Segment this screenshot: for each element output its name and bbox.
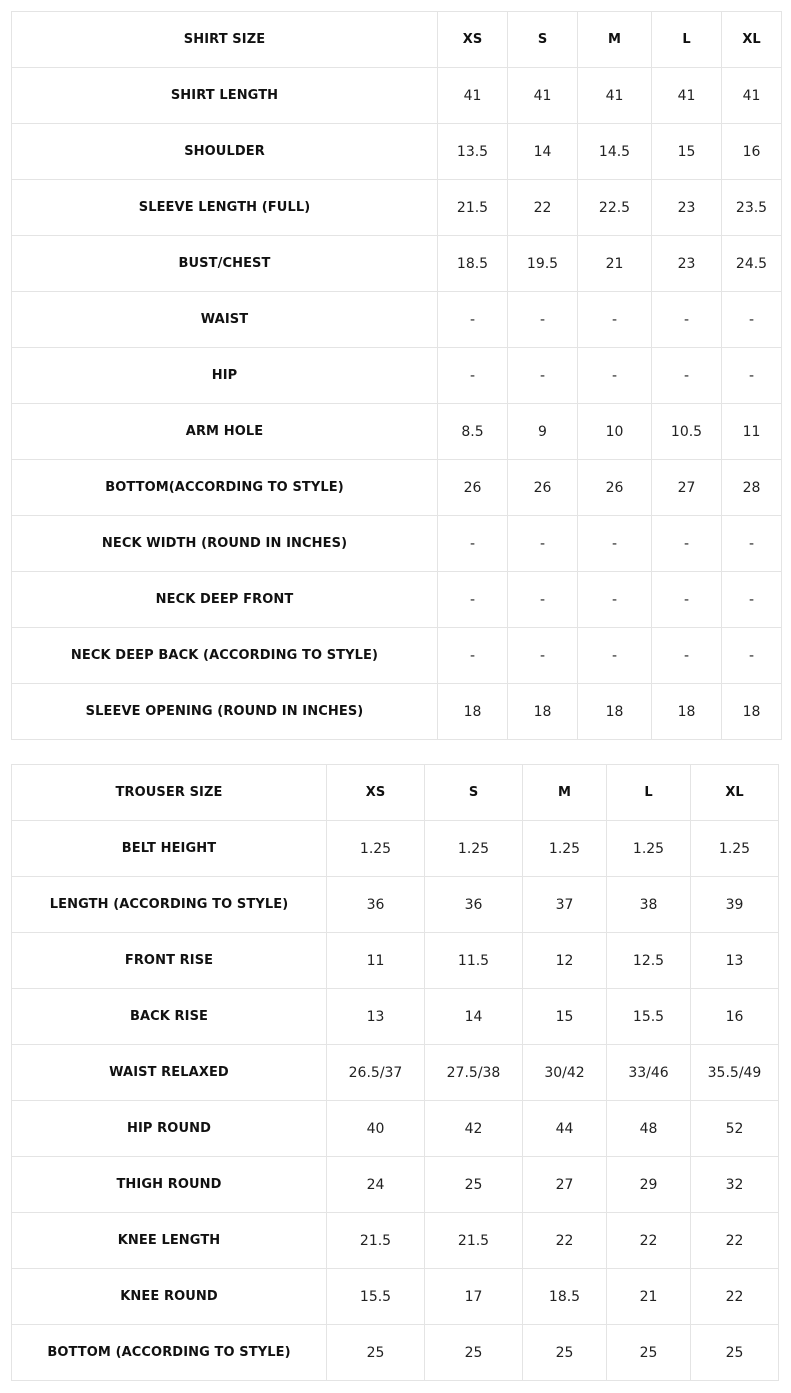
shirt-measurement-value: 18 [578,684,652,740]
trouser-measurement-value: 1.25 [425,821,523,877]
trouser-measurement-label: WAIST RELAXED [12,1045,327,1101]
trouser-table-body [12,765,779,1381]
trouser-measurement-value: 11 [327,933,425,989]
shirt-measurement-value: 26 [578,460,652,516]
trouser-measurement-value: 25 [607,1325,691,1381]
shirt-measurement-label: HIP [12,348,438,404]
shirt-measurement-value: 10.5 [652,404,722,460]
shirt-measurement-value: - [722,516,782,572]
shirt-measurement-value: - [652,628,722,684]
trouser-table-row [12,989,779,1045]
shirt-size-table [11,11,782,740]
trouser-measurement-value: 14 [425,989,523,1045]
shirt-measurement-value: 23.5 [722,180,782,236]
shirt-measurement-value: 18 [508,684,578,740]
trouser-measurement-value: 1.25 [607,821,691,877]
shirt-measurement-value: - [438,348,508,404]
trouser-measurement-value: 36 [327,877,425,933]
shirt-table-row [12,236,782,292]
shirt-measurement-value: 23 [652,236,722,292]
shirt-measurement-label: SHOULDER [12,124,438,180]
shirt-table-row [12,572,782,628]
shirt-measurement-label: BUST/CHEST [12,236,438,292]
trouser-measurement-value: 21.5 [425,1213,523,1269]
trouser-measurement-value: 22 [691,1213,779,1269]
shirt-measurement-value: 23 [652,180,722,236]
trouser-measurement-value: 44 [523,1101,607,1157]
shirt-measurement-label: SLEEVE LENGTH (FULL) [12,180,438,236]
trouser-size-column-header: S [425,765,523,821]
shirt-size-column-header: S [508,12,578,68]
trouser-measurement-label: BOTTOM (ACCORDING TO STYLE) [12,1325,327,1381]
shirt-header-row [12,12,782,68]
shirt-measurement-value: - [652,292,722,348]
shirt-measurement-label: NECK DEEP FRONT [12,572,438,628]
trouser-measurement-value: 36 [425,877,523,933]
trouser-size-heading: TROUSER SIZE [12,765,327,821]
trouser-measurement-value: 1.25 [523,821,607,877]
shirt-measurement-value: - [438,292,508,348]
trouser-measurement-value: 1.25 [691,821,779,877]
trouser-measurement-value: 18.5 [523,1269,607,1325]
shirt-measurement-value: 8.5 [438,404,508,460]
trouser-measurement-value: 21 [607,1269,691,1325]
trouser-measurement-value: 13 [327,989,425,1045]
trouser-measurement-value: 1.25 [327,821,425,877]
shirt-size-column-header: XS [438,12,508,68]
shirt-measurement-value: - [438,572,508,628]
shirt-measurement-value: 18 [722,684,782,740]
shirt-measurement-value: - [508,292,578,348]
trouser-size-column-header: L [607,765,691,821]
shirt-measurement-value: 15 [652,124,722,180]
trouser-measurement-value: 17 [425,1269,523,1325]
trouser-measurement-value: 15 [523,989,607,1045]
shirt-table-row [12,404,782,460]
shirt-measurement-value: - [652,572,722,628]
shirt-table-row [12,516,782,572]
shirt-measurement-value: 24.5 [722,236,782,292]
trouser-size-column-header: XL [691,765,779,821]
shirt-table-row [12,684,782,740]
shirt-measurement-value: 28 [722,460,782,516]
shirt-measurement-value: - [652,516,722,572]
trouser-measurement-value: 48 [607,1101,691,1157]
trouser-measurement-value: 25 [523,1325,607,1381]
shirt-table-row [12,628,782,684]
trouser-measurement-value: 26.5/37 [327,1045,425,1101]
shirt-size-column-header: XL [722,12,782,68]
trouser-header-row [12,765,779,821]
shirt-table-row [12,292,782,348]
shirt-measurement-value: - [722,348,782,404]
trouser-measurement-label: LENGTH (ACCORDING TO STYLE) [12,877,327,933]
shirt-measurement-label: WAIST [12,292,438,348]
trouser-measurement-value: 21.5 [327,1213,425,1269]
shirt-measurement-value: - [722,628,782,684]
trouser-measurement-value: 33/46 [607,1045,691,1101]
trouser-measurement-label: KNEE ROUND [12,1269,327,1325]
trouser-measurement-value: 24 [327,1157,425,1213]
trouser-measurement-value: 22 [607,1213,691,1269]
shirt-size-column-header: L [652,12,722,68]
trouser-table-row [12,821,779,877]
shirt-table-row [12,348,782,404]
shirt-measurement-label: NECK WIDTH (ROUND IN INCHES) [12,516,438,572]
shirt-measurement-value: 14.5 [578,124,652,180]
shirt-measurement-value: - [722,292,782,348]
shirt-measurement-value: 16 [722,124,782,180]
trouser-measurement-value: 27.5/38 [425,1045,523,1101]
shirt-measurement-label: BOTTOM(ACCORDING TO STYLE) [12,460,438,516]
shirt-measurement-value: 11 [722,404,782,460]
shirt-measurement-value: - [578,628,652,684]
trouser-measurement-label: HIP ROUND [12,1101,327,1157]
trouser-measurement-value: 25 [425,1325,523,1381]
trouser-measurement-value: 29 [607,1157,691,1213]
shirt-measurement-label: NECK DEEP BACK (ACCORDING TO STYLE) [12,628,438,684]
shirt-measurement-value: 26 [508,460,578,516]
trouser-measurement-label: FRONT RISE [12,933,327,989]
shirt-table-row [12,460,782,516]
shirt-measurement-value: 9 [508,404,578,460]
shirt-measurement-value: - [508,572,578,628]
trouser-measurement-value: 22 [523,1213,607,1269]
trouser-table-row [12,933,779,989]
trouser-measurement-label: THIGH ROUND [12,1157,327,1213]
shirt-size-column-header: M [578,12,652,68]
shirt-measurement-value: - [508,628,578,684]
shirt-measurement-value: 21 [578,236,652,292]
shirt-measurement-value: - [578,348,652,404]
shirt-measurement-value: 10 [578,404,652,460]
shirt-measurement-label: SLEEVE OPENING (ROUND IN INCHES) [12,684,438,740]
trouser-measurement-value: 25 [425,1157,523,1213]
trouser-measurement-label: BACK RISE [12,989,327,1045]
shirt-measurement-value: 41 [652,68,722,124]
shirt-measurement-value: 41 [508,68,578,124]
shirt-measurement-value: 27 [652,460,722,516]
shirt-measurement-value: 41 [722,68,782,124]
shirt-measurement-value: 18.5 [438,236,508,292]
trouser-table-row [12,1157,779,1213]
shirt-measurement-value: 18 [652,684,722,740]
trouser-size-column-header: M [523,765,607,821]
shirt-measurement-value: - [578,516,652,572]
trouser-measurement-value: 42 [425,1101,523,1157]
trouser-measurement-label: KNEE LENGTH [12,1213,327,1269]
shirt-measurement-value: - [652,348,722,404]
shirt-measurement-label: SHIRT LENGTH [12,68,438,124]
shirt-measurement-label: ARM HOLE [12,404,438,460]
trouser-measurement-value: 39 [691,877,779,933]
trouser-measurement-label: BELT HEIGHT [12,821,327,877]
shirt-measurement-value: 26 [438,460,508,516]
trouser-measurement-value: 40 [327,1101,425,1157]
shirt-table-row [12,68,782,124]
shirt-size-heading: SHIRT SIZE [12,12,438,68]
shirt-measurement-value: - [722,572,782,628]
trouser-measurement-value: 12.5 [607,933,691,989]
trouser-size-table [11,764,779,1381]
trouser-measurement-value: 13 [691,933,779,989]
shirt-table-row [12,124,782,180]
trouser-measurement-value: 25 [691,1325,779,1381]
trouser-table-row [12,1045,779,1101]
trouser-measurement-value: 16 [691,989,779,1045]
shirt-measurement-value: - [578,292,652,348]
shirt-measurement-value: 41 [438,68,508,124]
shirt-table-body [12,12,782,740]
trouser-measurement-value: 52 [691,1101,779,1157]
trouser-table-row [12,877,779,933]
shirt-measurement-value: 22 [508,180,578,236]
shirt-measurement-value: 13.5 [438,124,508,180]
shirt-measurement-value: 19.5 [508,236,578,292]
trouser-table-row [12,1325,779,1381]
trouser-measurement-value: 38 [607,877,691,933]
shirt-measurement-value: - [578,572,652,628]
trouser-measurement-value: 12 [523,933,607,989]
trouser-measurement-value: 35.5/49 [691,1045,779,1101]
shirt-measurement-value: 21.5 [438,180,508,236]
trouser-table-row [12,1269,779,1325]
shirt-measurement-value: - [508,348,578,404]
trouser-measurement-value: 25 [327,1325,425,1381]
trouser-measurement-value: 32 [691,1157,779,1213]
trouser-table-row [12,1213,779,1269]
shirt-table-row [12,180,782,236]
shirt-measurement-value: 41 [578,68,652,124]
shirt-measurement-value: 22.5 [578,180,652,236]
shirt-measurement-value: - [438,516,508,572]
trouser-table-row [12,1101,779,1157]
trouser-measurement-value: 22 [691,1269,779,1325]
shirt-measurement-value: 18 [438,684,508,740]
trouser-measurement-value: 15.5 [327,1269,425,1325]
shirt-measurement-value: 14 [508,124,578,180]
trouser-measurement-value: 30/42 [523,1045,607,1101]
trouser-size-column-header: XS [327,765,425,821]
shirt-measurement-value: - [508,516,578,572]
trouser-measurement-value: 11.5 [425,933,523,989]
trouser-measurement-value: 37 [523,877,607,933]
trouser-measurement-value: 15.5 [607,989,691,1045]
shirt-measurement-value: - [438,628,508,684]
trouser-measurement-value: 27 [523,1157,607,1213]
